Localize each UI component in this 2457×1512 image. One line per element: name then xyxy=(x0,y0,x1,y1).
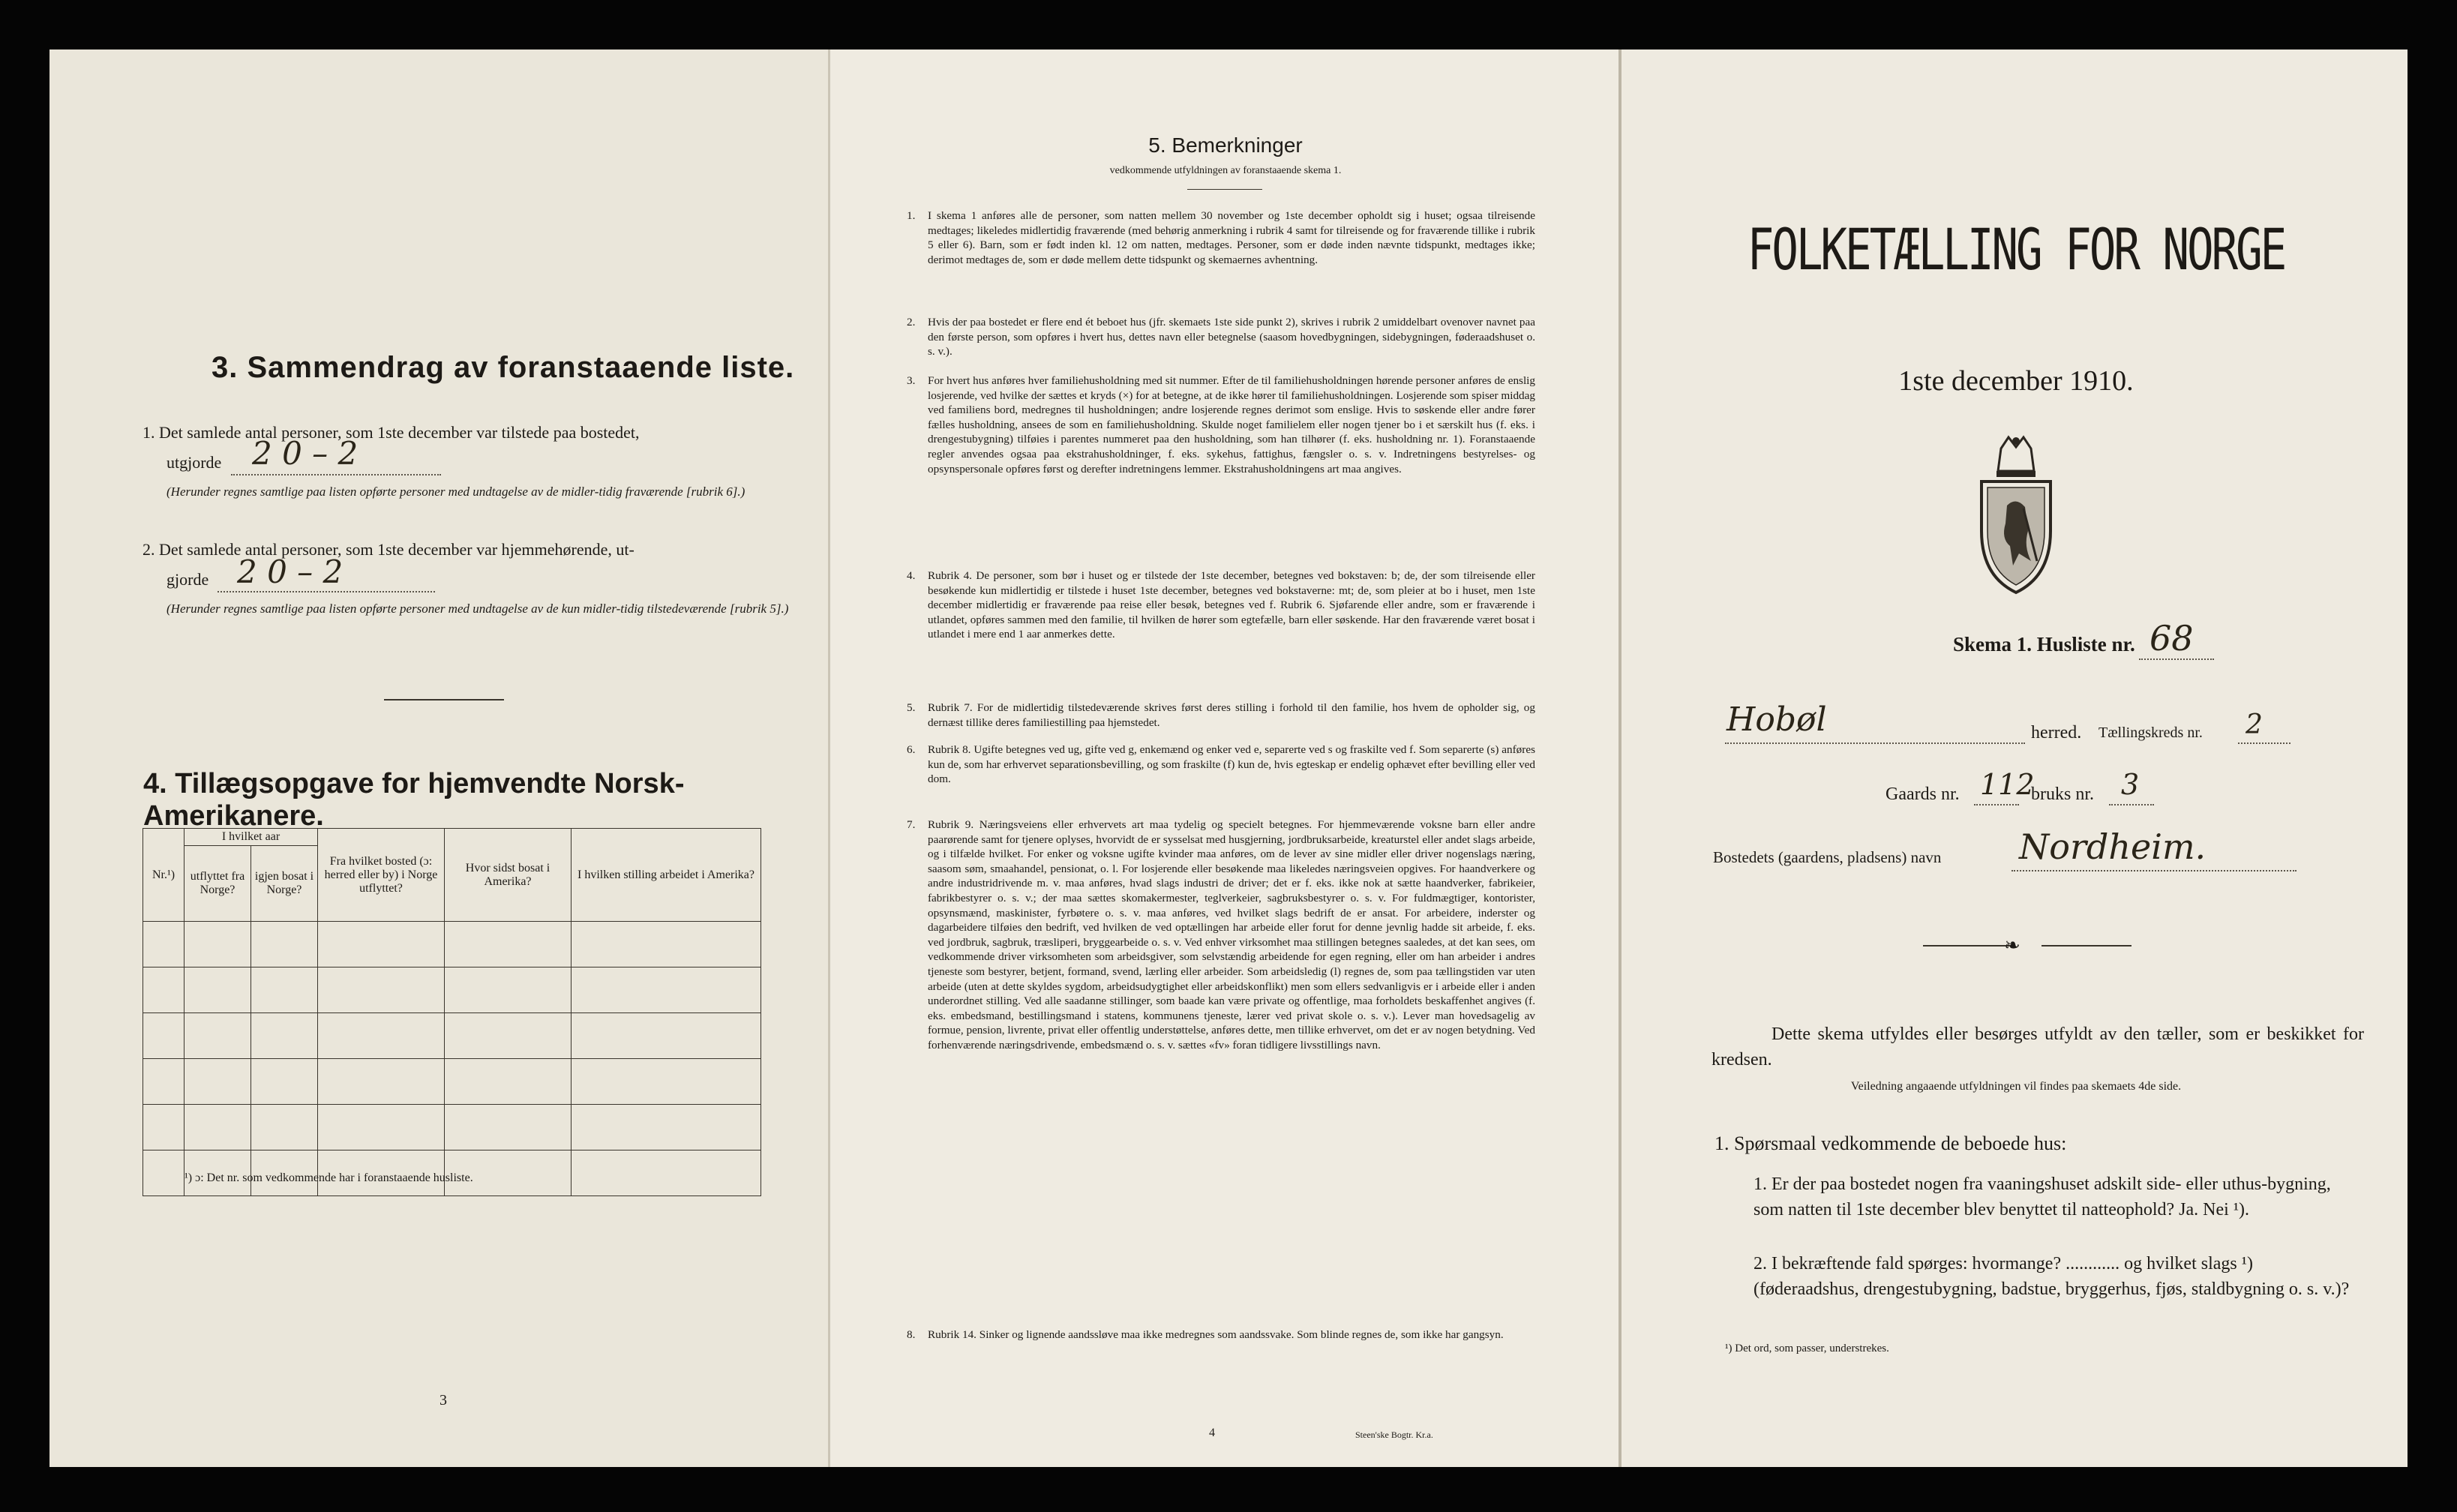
summary-item-1-lead: utgjorde xyxy=(166,453,222,472)
col-from-where: Fra hvilket bosted (ɔ: herred eller by) i Norge utflyttet? xyxy=(318,829,445,922)
bosted-label: Bostedets (gaardens, pladsens) navn xyxy=(1713,848,1942,866)
col-position: I hvilken stilling arbeidet i Amerika? xyxy=(572,829,761,922)
col-emigrated: utflyttet fra Norge? xyxy=(184,846,251,922)
summary-item-2-text: 2. Det samlede antal personer, som 1ste december var hjemmehørende, ut- xyxy=(142,540,634,559)
remarks-title: 5. Bemerkninger xyxy=(1148,134,1303,157)
table-row xyxy=(143,1105,761,1150)
krets-value: 2 xyxy=(2246,710,2263,740)
questions-title: 1. Spørsmaal vedkommende de beboede hus: xyxy=(1714,1132,2067,1154)
coat-of-arms-icon xyxy=(1971,434,2061,598)
page-number: 4 xyxy=(1209,1426,1215,1439)
summary-item-2-value: 2 0 – 2 xyxy=(237,554,344,590)
remark-item: 7. Rubrik 9. Næringsveiens eller erhvervets art maa tydelig og specielt betegnes. For hjemmeværende voksne barn eller andre paarørende samt for tjenere oplyses, hvorvidt de er sysselsat med husgjerning, jordbruksarbeide, kreaturstel eller andet slags arbeide, og i tilfælde hvilket. For enker og voksne ugifte kvinder maa anføres, om de lever av sine midler eller driver nogenslags næring, saasom søm, smaahandel, pensionat, o. l. For losjerende eller besøkende maa likeledes næringsveien opgives. For haandverkere og andre industridrivende m. v. maa anføres, hvad slags industri de driver; det er f. eks. ikke nok at sætte haandverker, fabrikeier, fabrikbestyrer o. s. v.; der maa sættes skomakermester, teglverkeier, sagbruksbestyrer o. s. v. For fuldmægtiger, kontorister, opsynsmænd, maskinister, fyrbøtere o. s. v. maa anføres, ved hvilket slags bedrift de er ansat. For arbeidere, inderster og dagarbeidere tilføies den bedrift, ved hvilken de ved optællingen har arbeide eller forut for denne jevnlig hadde sit arbeide, f. eks. ved jordbruk, sagbruk, træsliperi, bryggearbeide o. s. v. Ved enhver virksomhet maa stillingen betegnes saaledes, at det kan sees, om vedkommende driver virksomheten som arbeidsgiver, som selvstændig arbeidende for egen regning, eller om han arbeider i andres tjeneste som bestyrer, betjent, formand, svend, lærling eller arbeider. Som arbeidsledig (l) regnes de, som paa tællingstiden var uten arbeide (uten at dette skyldes sygdom, arbeidsudygtighet eller arbeidskonflikt) men som ellers sedvanligvis er i arbeide eller i anden underordnet stilling. Ved alle saadanne stillinger, som baade kan være private og offentlige, maa forholdets beskaffenhet angives (f. eks. embedsmand, bestillingsmand i statens, kommunens tjeneste, lærer ved privat skole o. s. v.). Lever man hovedsagelig av formue, pension, livrente, privat eller offentlig understøttelse, anføres dette, men tillike erhvervet, om det er av nogen betydning. Ved forhenværende næringsdrivende, embedsmænd o. s. v. sættes «fv» foran tidligere livsstillings navn. xyxy=(907,818,1535,1052)
divider xyxy=(384,699,504,700)
skema-label: Skema 1. Husliste nr. xyxy=(1953,633,2135,656)
bosted-value: Nordheim. xyxy=(2019,826,2206,867)
herred-value: Hobøl xyxy=(1726,700,1827,739)
table-footnote: ¹) ɔ: Det nr. som vedkommende har i foranstaaende husliste. xyxy=(184,1172,473,1184)
table-row xyxy=(143,968,761,1013)
divider xyxy=(1923,945,2013,946)
instruction-note: Veiledning angaaende utfyldningen vil findes paa skemaets 4de side. xyxy=(1850,1080,2182,1093)
divider xyxy=(2042,945,2132,946)
question-1: 1. Er der paa bostedet nogen fra vaaningshuset adskilt side- eller uthus-bygning, som natten til 1ste december blev benyttet til natteophold? Ja. Nei ¹). xyxy=(1754,1174,2331,1220)
summary-item-1-value: 2 0 – 2 xyxy=(252,435,358,472)
summary-item-2-lead: gjorde xyxy=(166,570,209,589)
norwegian-american-table xyxy=(142,828,761,1196)
bruks-value: 3 xyxy=(2121,768,2140,801)
remark-item: 1. I skema 1 anføres alle de personer, som natten mellem 30 november og 1ste december opholdt sig i huset; ogsaa tilreisende medtages; likeledes midlertidig fraværende (med behørig anmerkning i rubrik 4 samt for tilreisende og for fraværende tillike i rubrik 5 eller 6). Barn, som er født inden kl. 12 om natten, medtages. Personer, som er døde inden nævnte tidspunkt, medtages ikke; derimot medtages de, som er døde mellem dette tidspunkt og skemaernes avhentning. xyxy=(907,209,1535,266)
page-number: 3 xyxy=(440,1392,447,1408)
section-3-title: 3. Sammendrag av foranstaaende liste. xyxy=(212,351,795,384)
gaards-label: Gaards nr. xyxy=(1886,784,1960,804)
summary-item-2-note: (Herunder regnes samtlige paa listen opførte personer med undtagelse av de kun midler-tidig tilstedeværende [rubrik 5].) xyxy=(166,602,789,616)
bruks-label: bruks nr. xyxy=(2031,784,2094,804)
question-2: 2. I bekræftende fald spørges: hvormange? ............ og hvilket slags ¹) (føderaadshus, drengestubygning, badstue, bryggerhus, fjøs, staldbygning o. s. v.)? xyxy=(1754,1254,2350,1299)
printer-imprint: Steen'ske Bogtr. Kr.a. xyxy=(1355,1430,1433,1440)
col-nr: Nr.¹) xyxy=(143,829,184,922)
summary-item-1-note: (Herunder regnes samtlige paa listen opførte personer med undtagelse av de midler-tidig fraværende [rubrik 6].) xyxy=(166,484,746,499)
remark-item: 3. For hvert hus anføres hver familiehusholdning med sit nummer. Efter de til familiehusholdningen hørende personer anføres de enslig losjerende, ved hvilke der sættes et kryds (×) for at betegne, at de ikke hører til familiehusholdningen. Losjerende som spiser middag ved familiens bord, medregnes til husholdningen; andre losjerende regnes derimot som enslige. Hvis to søskende eller andre fører fælles husholdning, ansees de som en familiehusholdning. Skulde noget familielem eller nogen tjener bo i et særskilt hus (f. eks. i drengestubygning) tilføies i parentes nummeret paa den husholdning, som han tilhører (f. eks. husholdning nr. 1). Foranstaaende regler anvendes ogsaa paa ekstrahusholdninger, f. eks. sykehus, fattighus, fængsler o. s. v. Indretningens bestyrelses- og opsynspersonale opføres først og derefter indretningens lemmer. Ekstrahusholdningens art maa angives. xyxy=(907,374,1535,476)
form-footnote: ¹) Det ord, som passer, understrekes. xyxy=(1725,1342,1889,1354)
form-date: 1ste december 1910. xyxy=(1898,365,2134,397)
table-row xyxy=(143,922,761,968)
form-title: FOLKETÆLLING FOR NORGE xyxy=(1747,216,2285,283)
census-page-middle xyxy=(828,50,1618,1467)
section-4-title: 4. Tillægsopgave for hjemvendte Norsk-Amerikanere. xyxy=(143,768,685,832)
remark-item: 8. Rubrik 14. Sinker og lignende aandssløve maa ikke medregnes som aandssvake. Som blinde regnes de, som ikke har gangsyn. xyxy=(907,1328,1504,1341)
remark-item: 5. Rubrik 7. For de midlertidig tilstedeværende skrives først deres stilling i forhold til den familie, hos hvem de opholder sig, og dernæst tillike deres familiestilling paa hjemstedet. xyxy=(907,701,1535,729)
instruction-text: Dette skema utfyldes eller besørges utfyldt av den tæller, som er beskikket for kredsen. xyxy=(1712,1024,2364,1070)
col-last-home: Hvor sidst bosat i Amerika? xyxy=(445,829,572,922)
remarks-subtitle: vedkommende utfyldningen av foranstaaende skema 1. xyxy=(1109,165,1342,176)
krets-label: Tællingskreds nr. xyxy=(2098,724,2203,741)
ornament-icon: ❧ xyxy=(2004,934,2020,956)
table-row xyxy=(143,1059,761,1105)
census-page-right xyxy=(1618,50,2408,1467)
remark-item: 2. Hvis der paa bostedet er flere end ét beboet hus (jfr. skemaets 1ste side punkt 2), skrives i rubrik 2 umiddelbart ovenover navnet paa den første person, som opføres i hvert hus, dettes navn eller betegnelse (saasom hovedbygningen, sidebygningen, føderaadshuset o. s. v.). xyxy=(907,316,1535,358)
census-page-left xyxy=(50,50,828,1467)
col-returned: igjen bosat i Norge? xyxy=(251,846,318,922)
remark-item: 4. Rubrik 4. De personer, som bør i huset og er tilstede der 1ste december, betegnes ved bokstaven: b; de, der som tilreisende eller besøkende kun midlertidig er tilstede i huset 1ste december, betegnes ved bokstaverne: mt; de, som pleier at bo i huset, men 1ste december midlertidig er fraværende paa reise eller besøk, betegnes ved f. Rubrik 6. Sjøfarende eller andre, som er fraværende i utlandet, opføres sammen med den familie, til hvilken de hører som egtefælle, barn eller søskende. Har den fraværende været bosat i utlandet i mere end 1 aar anmerkes dette. xyxy=(907,569,1535,641)
gaards-value: 112 xyxy=(1980,768,2035,801)
summary-item-1-text: 1. Det samlede antal personer, som 1ste december var tilstede paa bostedet, xyxy=(142,423,640,442)
husliste-number: 68 xyxy=(2150,618,2194,658)
herred-label: herred. xyxy=(2031,723,2082,742)
remark-item: 6. Rubrik 8. Ugifte betegnes ved ug, gifte ved g, enkemænd og enker ved e, separerte ved s og fraskilte ved f. Som separerte (s) anføres kun de, som har erhvervet separationsbevilling, og som fraskilte (f) kun de, hvis egteskap er endelig ophævet efter bevilling eller ved dom. xyxy=(907,743,1535,786)
col-group-year: I hvilket aar xyxy=(184,829,318,846)
divider xyxy=(1187,189,1262,190)
table-row xyxy=(143,1013,761,1059)
